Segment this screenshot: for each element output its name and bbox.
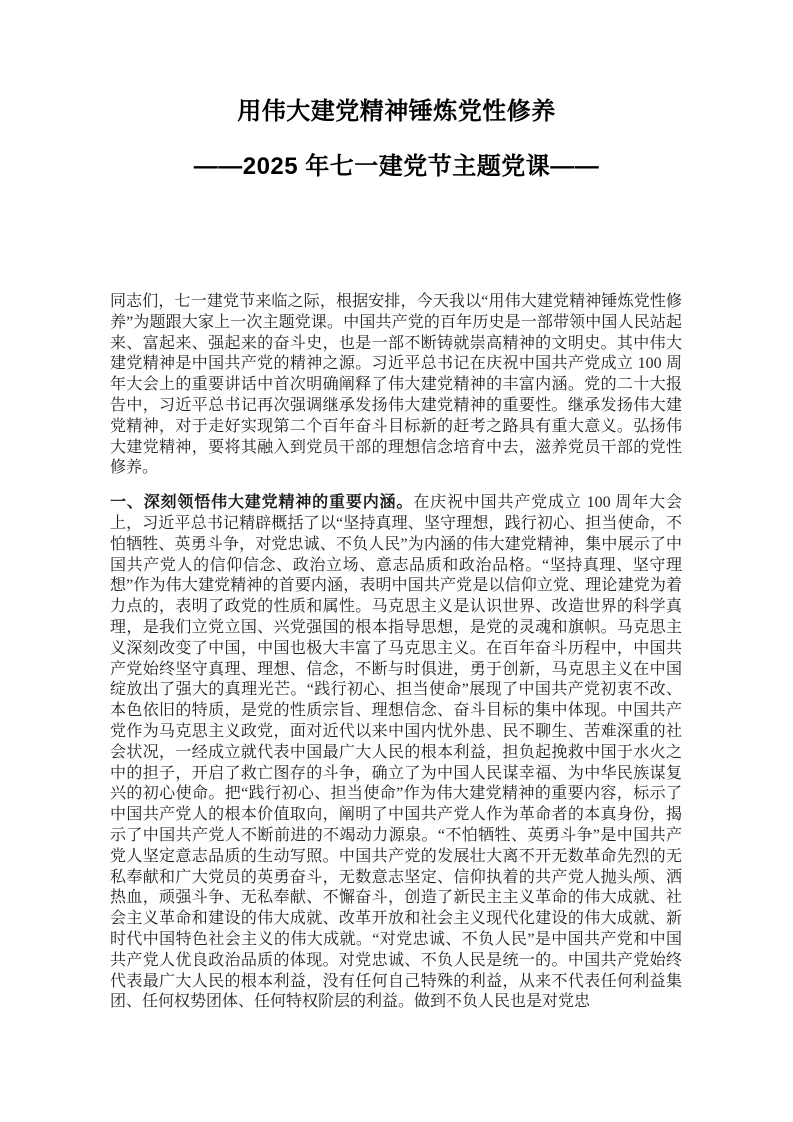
document-body [110,292,682,1013]
section-1-text: 在庆祝中国共产党成立 100 周年大会上，习近平总书记精辟概括了以“坚持真理、坚守理想，践行初心、担当使命，不怕牺牲、英勇斗争，对党忠诚、不负人民”为内涵的伟大建党精神，集中展示了中国共产党人的信仰信念、政治立场、意志品质和政治品格。“坚持真理、坚守理想”作为伟大建党精神的首要内涵，表明中国共产党是以信仰立党、理论建党为着力点的，表明了政党的性质和属性。马克思主义是认识世界、改造世界的科学真理，是我们立党立国、兴党强国的根本指导思想，是党的灵魂和旗帜。马克思主义深刻改变了中国，中国也极大丰富了马克思主义。在百年奋斗历程中，中国共产党始终坚守真理、理想、信念，不断与时俱进，勇于创新，马克思主义在中国绽放出了强大的真理光芒。“践行初心、担当使命”展现了中国共产党初衷不改、本色依旧的特质，是党的性质宗旨、理想信念、奋斗目标的集中体现。中国共产党作为马克思主义政党，面对近代以来中国内忧外患、民不聊生、苦难深重的社会状况，一经成立就代表中国最广大人民的根本利益，担负起挽救中国于水火之中的担子，开启了救亡图存的斗争，确立了为中国人民谋幸福、为中华民族谋复兴的初心使命。把“践行初心、担当使命”作为伟大建党精神的重要内容，标示了中国共产党人的根本价值取向，阐明了中国共产党人作为革命者的本真身份，揭示了中国共产党人不断前进的不竭动力源泉。“不怕牺牲、英勇斗争”是中国共产党人坚定意志品质的生动写照。中国共产党的发展壮大离不开无数革命先烈的无私奉献和广大党员的英勇奋斗，无数意志坚定、信仰执着的共产党人抛头颅、洒热血，顽强斗争、无私奉献、不懈奋斗，创造了新民主主义革命的伟大成就、社会主义革命和建设的伟大成就、改革开放和社会主义现代化建设的伟大成就、新时代中国特色社会主义的伟大成就。“对党忠诚、不负人民”是中国共产党和中国共产党人优良政治品质的体现。对党忠诚、不负人民是统一的。中国共产党始终代表最广大人民的根本利益，没有任何自己特殊的利益，从来不代表任何利益集团、任何权势团体、任何特权阶层的利益。做到不负人民也是对党忠 [110,494,682,1011]
paragraph-intro-text: 同志们，七一建党节来临之际，根据安排，今天我以“用伟大建党精神锤炼党性修养”为题跟大家上一次主题党课。中国共产党的百年历史是一部带领中国人民站起来、富起来、强起来的奋斗史，也是一部不断铸就崇高精神的文明史。其中伟大建党精神是中国共产党的精神之源。习近平总书记在庆祝中国共产党成立 100 周年大会上的重要讲话中首次明确阐释了伟大建党精神的丰富内涵。党的二十大报告中，习近平总书记再次强调继承发扬伟大建党精神的重要性。继承发扬伟大建党精神，对于走好实现第二个百年奋斗目标新的赶考之路具有重大意义。弘扬伟大建党精神，要将其融入到党员干部的理想信念培育中去，滋养党员干部的党性修养。 [110,293,682,477]
document-subtitle: ——2025 年七一建党节主题党课—— [193,153,600,180]
section-1-heading: 一、深刻领悟伟大建党精神的重要内涵。 [110,494,414,512]
document-title: 用伟大建党精神锤炼党性修养 [237,98,556,125]
paragraph-section-1 [110,493,682,1013]
paragraph-intro [110,292,682,479]
